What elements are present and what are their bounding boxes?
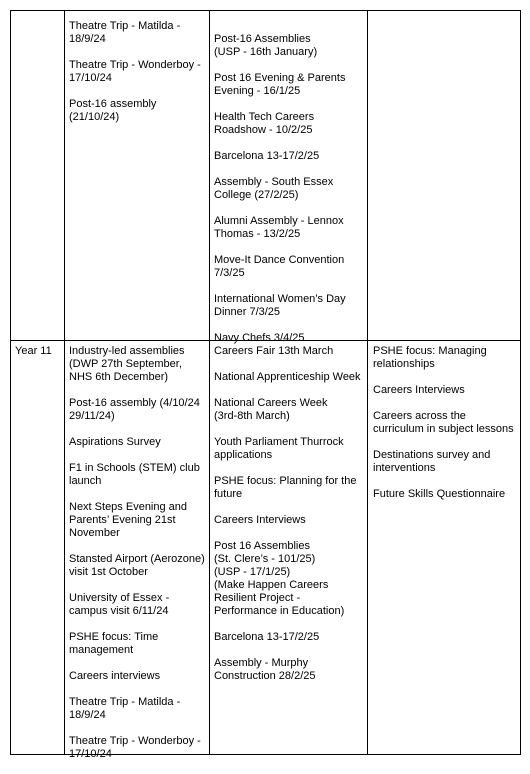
activity-entry: National Apprenticeship Week <box>214 371 361 383</box>
activity-entry: Theatre Trip - Wonderboy - 17/10/24 <box>69 59 201 84</box>
activity-entry: PSHE focus: Time management <box>69 631 159 656</box>
column-divider <box>209 11 210 754</box>
activity-entry: Careers interviews <box>69 670 161 682</box>
activity-entry: Assembly - South Essex College (27/2/25) <box>214 176 334 201</box>
activity-entry: F1 in Schools (STEM) club launch <box>69 462 200 487</box>
activities-cell <box>373 345 520 514</box>
activity-entry: Destinations survey and interventions <box>373 449 491 474</box>
activity-entry: Move-It Dance Convention 7/3/25 <box>214 254 345 279</box>
activity-entry: Youth Parliament Thurrock applications <box>214 436 344 461</box>
activity-entry: National Careers Week (3rd-8th March) <box>214 397 328 422</box>
activity-entry: Post-16 assembly (21/10/24) <box>69 98 157 123</box>
year-cell <box>15 345 63 358</box>
activity-entry: Theatre Trip - Matilda - 18/9/24 <box>69 696 181 721</box>
activity-entry: Navy Chefs 3/4/25 <box>214 332 305 344</box>
activities-cell <box>214 33 366 358</box>
activity-entry: Careers Fair 13th March <box>214 345 334 357</box>
activity-entry: Next Steps Evening and Parents’ Evening 21st November <box>69 501 188 539</box>
activities-cell <box>214 345 366 696</box>
activity-entry: Post-16 assembly (4/10/24 29/11/24) <box>69 397 200 422</box>
careers-table <box>10 10 521 760</box>
activity-entry: Barcelona 13-17/2/25 <box>214 150 320 162</box>
activities-cell <box>69 20 207 137</box>
activity-entry: PSHE focus: Managing relationships <box>373 345 487 370</box>
activity-entry: Assembly - Murphy Construction 28/2/25 <box>214 657 316 682</box>
activity-entry: Theatre Trip - Wonderboy - 17/10/24 <box>69 735 201 760</box>
activity-entry: Industry-led assemblies (DWP 27th September, NHS 6th December) <box>69 345 185 383</box>
activities-cell <box>69 345 207 774</box>
activity-entry: Aspirations Survey <box>69 436 161 448</box>
activity-entry: Alumni Assembly - Lennox Thomas - 13/2/25 <box>214 215 344 240</box>
activity-entry: Careers Interviews <box>214 514 306 526</box>
activity-entry: Careers Interviews <box>373 384 465 396</box>
activity-entry: Post-16 Assemblies (USP - 16th January) <box>214 33 318 58</box>
activity-entry: International Women’s Day Dinner 7/3/25 <box>214 293 346 318</box>
column-divider <box>64 11 65 754</box>
activity-entry: Barcelona 13-17/2/25 <box>214 631 320 643</box>
year-label: Year 11 <box>15 345 52 357</box>
activity-entry: PSHE focus: Planning for the future <box>214 475 357 500</box>
activity-entry: University of Essex - campus visit 6/11/24 <box>69 592 170 617</box>
activity-entry: Careers across the curriculum in subject lessons <box>373 410 514 435</box>
activity-entry: Stansted Airport (Aerozone) visit 1st October <box>69 553 205 578</box>
activity-entry: Post 16 Assemblies (St. Clere’s - 101/25) (USP - 17/1/25) (Make Happen Careers Resilient Project - Performance in Education) <box>214 540 345 617</box>
activity-entry: Theatre Trip - Matilda - 18/9/24 <box>69 20 181 45</box>
activity-entry: Post 16 Evening & Parents Evening - 16/1/25 <box>214 72 346 97</box>
column-divider <box>367 11 368 754</box>
activity-entry: Future Skills Questionnaire <box>373 488 506 500</box>
activity-entry: Health Tech Careers Roadshow - 10/2/25 <box>214 111 315 136</box>
